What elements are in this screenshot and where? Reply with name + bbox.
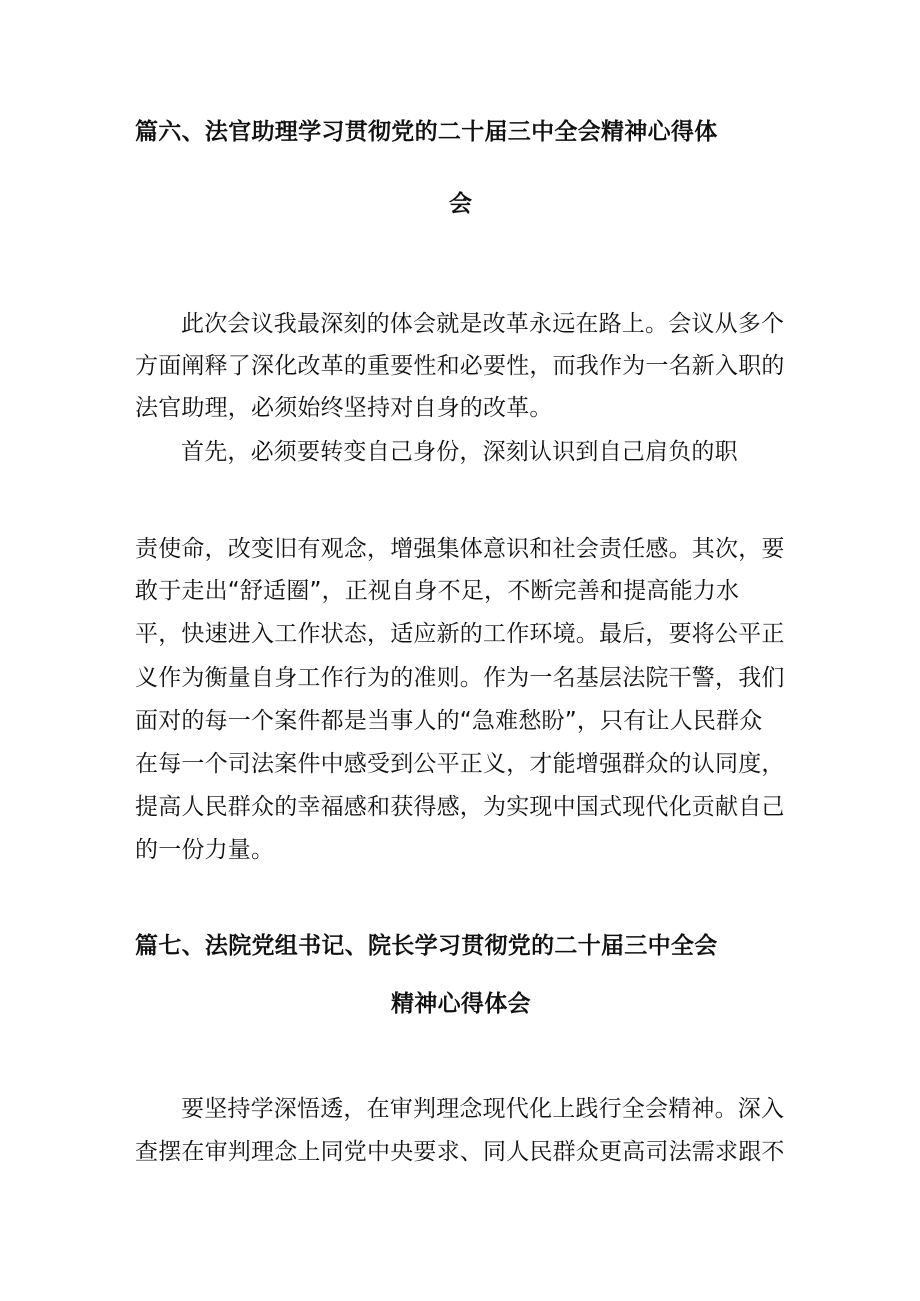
section6-paragraph-line: 责使命，改变旧有观念，增强集体意识和社会责任感。其次，要 (135, 536, 785, 562)
section6-paragraph-line: 平，快速进入工作状态，适应新的工作环境。最后，要将公平正 (135, 621, 785, 647)
section6-title-line2: 会 (449, 191, 473, 217)
section6-paragraph-line: 首先，必须要转变自己身份，深刻认识到自己肩负的职 (181, 439, 738, 465)
section7-paragraph-line: 要坚持学深悟透，在审判理念现代化上践行全会精神。深入 (181, 1096, 785, 1122)
section6-paragraph-line: 的一份力量。 (135, 837, 275, 863)
section7-title-line2: 精神心得体会 (391, 991, 531, 1017)
section6-paragraph-line: 方面阐释了深化改革的重要性和必要性，而我作为一名新入职的 (135, 353, 785, 379)
section6-paragraph-line: 此次会议我最深刻的体会就是改革永远在路上。会议从多个 (181, 311, 785, 337)
section6-paragraph-line: 提高人民群众的幸福感和获得感，为实现中国式现代化贡献自己 (135, 794, 785, 820)
section6-paragraph-line: 面对的每一个案件都是当事人的“急难愁盼”，只有让人民群众 (135, 708, 763, 734)
section7-paragraph-line: 查摆在审判理念上同党中央要求、同人民群众更高司法需求跟不 (135, 1139, 785, 1165)
section6-title-line1: 篇六、法官助理学习贯彻党的二十届三中全会精神心得体 (135, 119, 718, 145)
section7-title-line1: 篇七、法院党组书记、院长学习贯彻党的二十届三中全会 (135, 933, 718, 959)
section6-paragraph-line: 在每一个司法案件中感受到公平正义，才能增强群众的认同度， (135, 751, 785, 777)
section6-paragraph-line: 义作为衡量自身工作行为的准则。作为一名基层法院干警，我们 (135, 665, 785, 691)
section6-paragraph-line: 敢于走出“舒适圈”，正视自身不足，不断完善和提高能力水 (135, 578, 740, 604)
section6-paragraph-line: 法官助理，必须始终坚持对自身的改革。 (135, 395, 553, 421)
